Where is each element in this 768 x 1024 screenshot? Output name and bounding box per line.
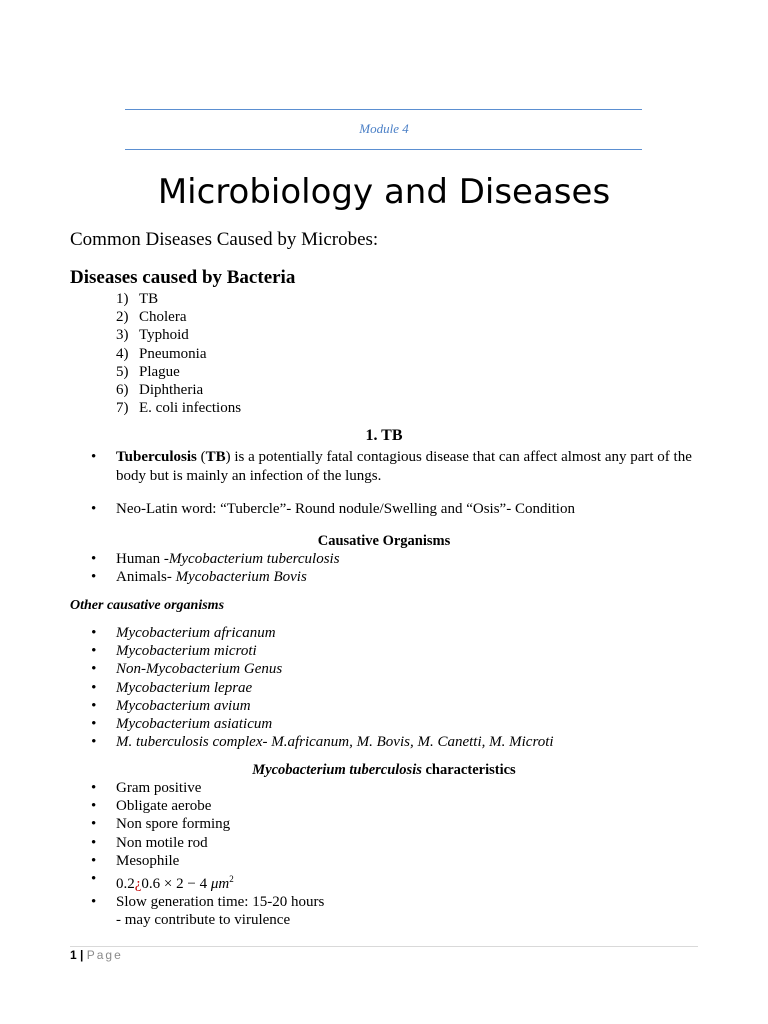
size-formula: • 0.2¿0.6 × 2 − 4 $\mu m^2$	[91, 871, 234, 893]
page-word: Page	[86, 948, 123, 962]
bullet-icon: •	[91, 716, 97, 733]
page-subtitle: Common Diseases Caused by Microbes:	[70, 229, 379, 250]
other-organisms-heading: Other causative organisms	[70, 598, 225, 613]
bullet-icon: •	[91, 643, 97, 660]
characteristics-heading: Mycobacterium tuberculosis characteristics	[252, 762, 516, 778]
causative-heading: Causative Organisms	[317, 533, 451, 549]
page-footer: 1 | Page	[70, 948, 123, 962]
bullet-icon: •	[91, 625, 97, 641]
bullet-icon: •	[91, 449, 97, 465]
list-item: 2) Cholera	[116, 309, 187, 326]
list-item: • Slow generation time: 15-20 hours	[91, 894, 325, 911]
tb-term: Tuberculosis	[116, 449, 197, 465]
footer-rule	[70, 946, 698, 947]
list-item: • M. tuberculosis complex- M.africanum, M. Bovis, M. Canetti, M. Microti	[91, 734, 554, 751]
bullet-icon: •	[91, 734, 97, 751]
bullet-icon: •	[91, 834, 97, 851]
bullet-icon: •	[91, 780, 97, 796]
bullet-icon: •	[91, 679, 97, 696]
tb-heading: 1. TB	[365, 427, 403, 444]
list-item: 3) Typhoid	[116, 327, 189, 344]
bullet-icon: •	[91, 501, 97, 517]
bullet-icon: •	[91, 551, 97, 567]
bullet-icon: •	[91, 661, 97, 678]
tb-definition-bullet: • Tuberculosis (TB) is a potentially fatal contagious disease that can affect almost any part of the body but is mainly an infection of the lungs.	[91, 449, 692, 484]
list-item: 6) Diphtheria	[116, 382, 204, 399]
bullet-icon: •	[91, 894, 97, 911]
list-item: 7) E. coli infections	[116, 400, 242, 417]
list-item: • Animals- Mycobacterium Bovis	[91, 569, 307, 586]
other-organisms-list	[91, 624, 554, 751]
list-item: • Non spore forming	[91, 816, 231, 833]
tb-abbr: TB	[205, 449, 226, 465]
list-item: • Mycobacterium microti	[91, 643, 257, 660]
characteristics-list	[91, 779, 325, 930]
list-item: • Gram positive	[91, 780, 202, 796]
bullet-icon: •	[91, 569, 97, 586]
generation-note: - may contribute to virulence	[116, 912, 291, 929]
header-rule-top	[125, 109, 642, 110]
list-item: • Mesophile	[91, 852, 180, 869]
list-item: • Mycobacterium avium	[91, 697, 251, 714]
bullet-icon: •	[91, 697, 97, 714]
header-module: Module 4	[359, 121, 409, 136]
list-item: 4) Pneumonia	[116, 345, 207, 362]
bullet-icon: •	[91, 816, 97, 833]
header-rule-bottom	[125, 149, 642, 150]
page-number: 1	[70, 948, 77, 962]
bullet-icon: •	[91, 871, 97, 888]
causative-list	[91, 550, 340, 586]
bacteria-list	[116, 290, 241, 417]
list-item: • Obligate aerobe	[91, 798, 212, 815]
bullet-icon: •	[91, 852, 97, 869]
list-item: • Non-Mycobacterium Genus	[91, 661, 283, 678]
list-item: • Mycobacterium asiaticum	[91, 716, 273, 733]
list-item: • Mycobacterium africanum	[91, 625, 276, 641]
list-item: 5) Plague	[116, 363, 180, 380]
bacteria-heading: Diseases caused by Bacteria	[70, 267, 296, 288]
bullet-icon: •	[91, 798, 97, 815]
list-item: 1) TB	[116, 291, 159, 307]
page-title: Microbiology and Diseases	[157, 172, 611, 212]
list-item: • Non motile rod	[91, 834, 208, 851]
list-item: • Human -Mycobacterium tuberculosis	[91, 551, 340, 567]
list-item: • Mycobacterium leprae	[91, 679, 253, 696]
tb-etymology-bullet: • Neo-Latin word: “Tubercle”- Round nodule/Swelling and “Osis”- Condition	[91, 501, 575, 517]
